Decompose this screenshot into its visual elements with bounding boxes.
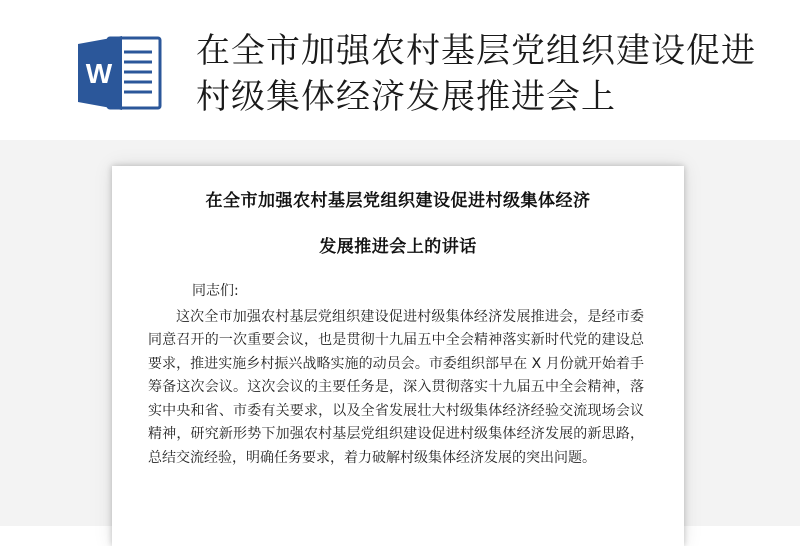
body-paragraph: 这次全市加强农村基层党组织建设促进村级集体经济发展推进会，是经市委同意召开的一次重要会议，也是贯彻十九届五中全会精神落实新时代党的建设总要求，推进实施乡村振兴战略实施的动员会。市委组织部早在 X 月份就开始着手筹备这次会议。这次会议的主要任务是，深入贯彻落实十九届五中全会精神，落实中央和省、市委有关要求，以及全省发展壮大村级集体经济经验交流现场会议精神，研究新形势下加强农村基层党组织建设促进村级集体经济发展的新思路，总结交流经验，明确任务要求，着力破解村级集体经济发展的突出问题。 — [148, 308, 644, 466]
greeting-text: 同志们: — [192, 283, 239, 299]
word-document-icon — [78, 34, 164, 112]
word-icon-letter: W — [85, 58, 113, 89]
page-title: 在全市加强农村基层党组织建设促进村级集体经济发展推进会上 — [196, 31, 756, 117]
document-title-line-2: 发展推进会上的讲话 — [319, 237, 477, 257]
document-page — [112, 166, 684, 546]
header-banner — [0, 0, 800, 140]
document-body — [148, 280, 644, 470]
document-title-line-1: 在全市加强农村基层党组织建设促进村级集体经济 — [205, 191, 591, 211]
